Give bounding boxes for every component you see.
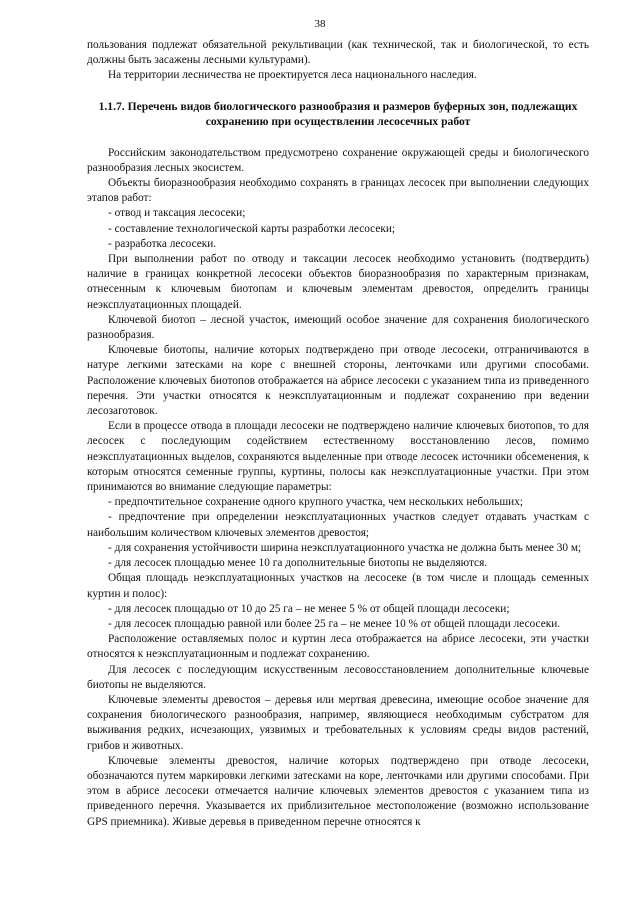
list-item: - для лесосек площадью от 10 до 25 га – не менее 5 % от общей площади лесосеки; bbox=[108, 602, 510, 615]
list-item: - для лесосек площадью равной или более 25 га – не менее 10 % от общей площади лесосеки. bbox=[108, 617, 561, 630]
continued-paragraph: пользования подлежат обязательной рекультивации (как технической, так и биологической, то есть должны быть засажены лесными культурами). bbox=[87, 39, 589, 67]
paragraph: Объекты биоразнообразия необходимо сохранять в границах лесосек при выполнении следующих этапов работ: bbox=[87, 177, 589, 205]
list-item: - отвод и таксация лесосеки; bbox=[108, 207, 246, 220]
paragraph: Для лесосек с последующим искусственным лесовосстановлением дополнительные ключевые биотопы не выделяются. bbox=[87, 663, 589, 691]
section-heading: 1.1.7. Перечень видов биологического разнообразия и размеров буферных зон, подлежащих сохранению при осуществлении лесосечных работ bbox=[98, 99, 578, 128]
paragraph: Если в процессе отвода в площади лесосеки не подтверждено наличие ключевых биотопов, то для лесосек с последующим содействием естественному восстановлению лесов, помимо неэксплуатационных выделов, сохраняются выделенные при отводе лесосек источники обсеменения, к которым относятся семенные группы, куртины, полосы как неэксплуатационные участки. При этом принимаются во внимание следующие параметры: bbox=[87, 420, 589, 494]
list-item: - разработка лесосеки. bbox=[108, 237, 217, 250]
paragraph: Ключевые биотопы, наличие которых подтверждено при отводе лесосеки, отграничиваются в натуре легкими затесками на коре с внешней стороны, ленточками или другими способами. Расположение ключевых биотопов отображается на абрисе лесосеки с указанием типа из приведенного перечня. Эти участки относятся к неэксплуатационным и подлежат сохранению при ведении лесозаготовок. bbox=[87, 344, 589, 418]
paragraph: Общая площадь неэксплуатационных участков на лесосеке (в том числе и площадь семенных куртин и полос): bbox=[87, 572, 589, 600]
paragraph: Российским законодательством предусмотрено сохранение окружающей среды и биологического разнообразия лесных экосистем. bbox=[87, 146, 589, 174]
list-item: - предпочтительное сохранение одного крупного участка, чем нескольких небольших; bbox=[108, 496, 523, 509]
paragraph: Ключевые элементы древостоя – деревья или мертвая древесина, имеющие особое значение для сохранения биологического разнообразия, например, являющиеся необходимым субстратом для выживания редких, исчезающих, уязвимых и требовательных к условиям среды видов растений, грибов и животных. bbox=[87, 693, 589, 752]
document-body bbox=[87, 38, 589, 830]
paragraph: Расположение оставляемых полос и куртин леса отображается на абрисе лесосеки, эти участки относятся к неэксплуатационным и подлежат сохранению. bbox=[87, 633, 589, 661]
page-number: 38 bbox=[314, 18, 326, 30]
paragraph: На территории лесничества не проектируется леса национального наследия. bbox=[108, 69, 477, 82]
paragraph: Ключевой биотоп – лесной участок, имеющий особое значение для сохранения биологического разнообразия. bbox=[87, 313, 589, 342]
list-item: - для лесосек площадью менее 10 га дополнительные биотопы не выделяются. bbox=[108, 557, 488, 570]
paragraph: Ключевые элементы древостоя, наличие которых подтверждено при отводе лесосеки, обозначаются путем маркировки легкими затесками на коре, ленточками или другими способами. При этом в абрисе лесосеки отмечается наличие ключевых элементов древостоя с указанием типа из приведенного перечня. Указывается их приблизительное местоположение (возможно использование GPS приемника). Живые деревья в приведенном перечне относятся к bbox=[87, 754, 589, 828]
list-item: - предпочтение при определении неэксплуатационных участков следует отдавать участкам с наибольшим количеством ключевых элементов древостоя; bbox=[87, 511, 589, 539]
paragraph: При выполнении работ по отводу и таксации лесосек необходимо установить (подтвердить) наличие в границах конкретной лесосеки объектов биоразнообразия по характерным признакам, отнесенным к ключевым биотопам и ключевым элементам древостоя, определить границы неэксплуатационных площадей. bbox=[87, 253, 589, 311]
list-item: - для сохранения устойчивости ширина неэксплуатационного участка не должна быть менее 30 м; bbox=[108, 541, 582, 554]
list-item: - составление технологической карты разработки лесосеки; bbox=[108, 222, 396, 235]
